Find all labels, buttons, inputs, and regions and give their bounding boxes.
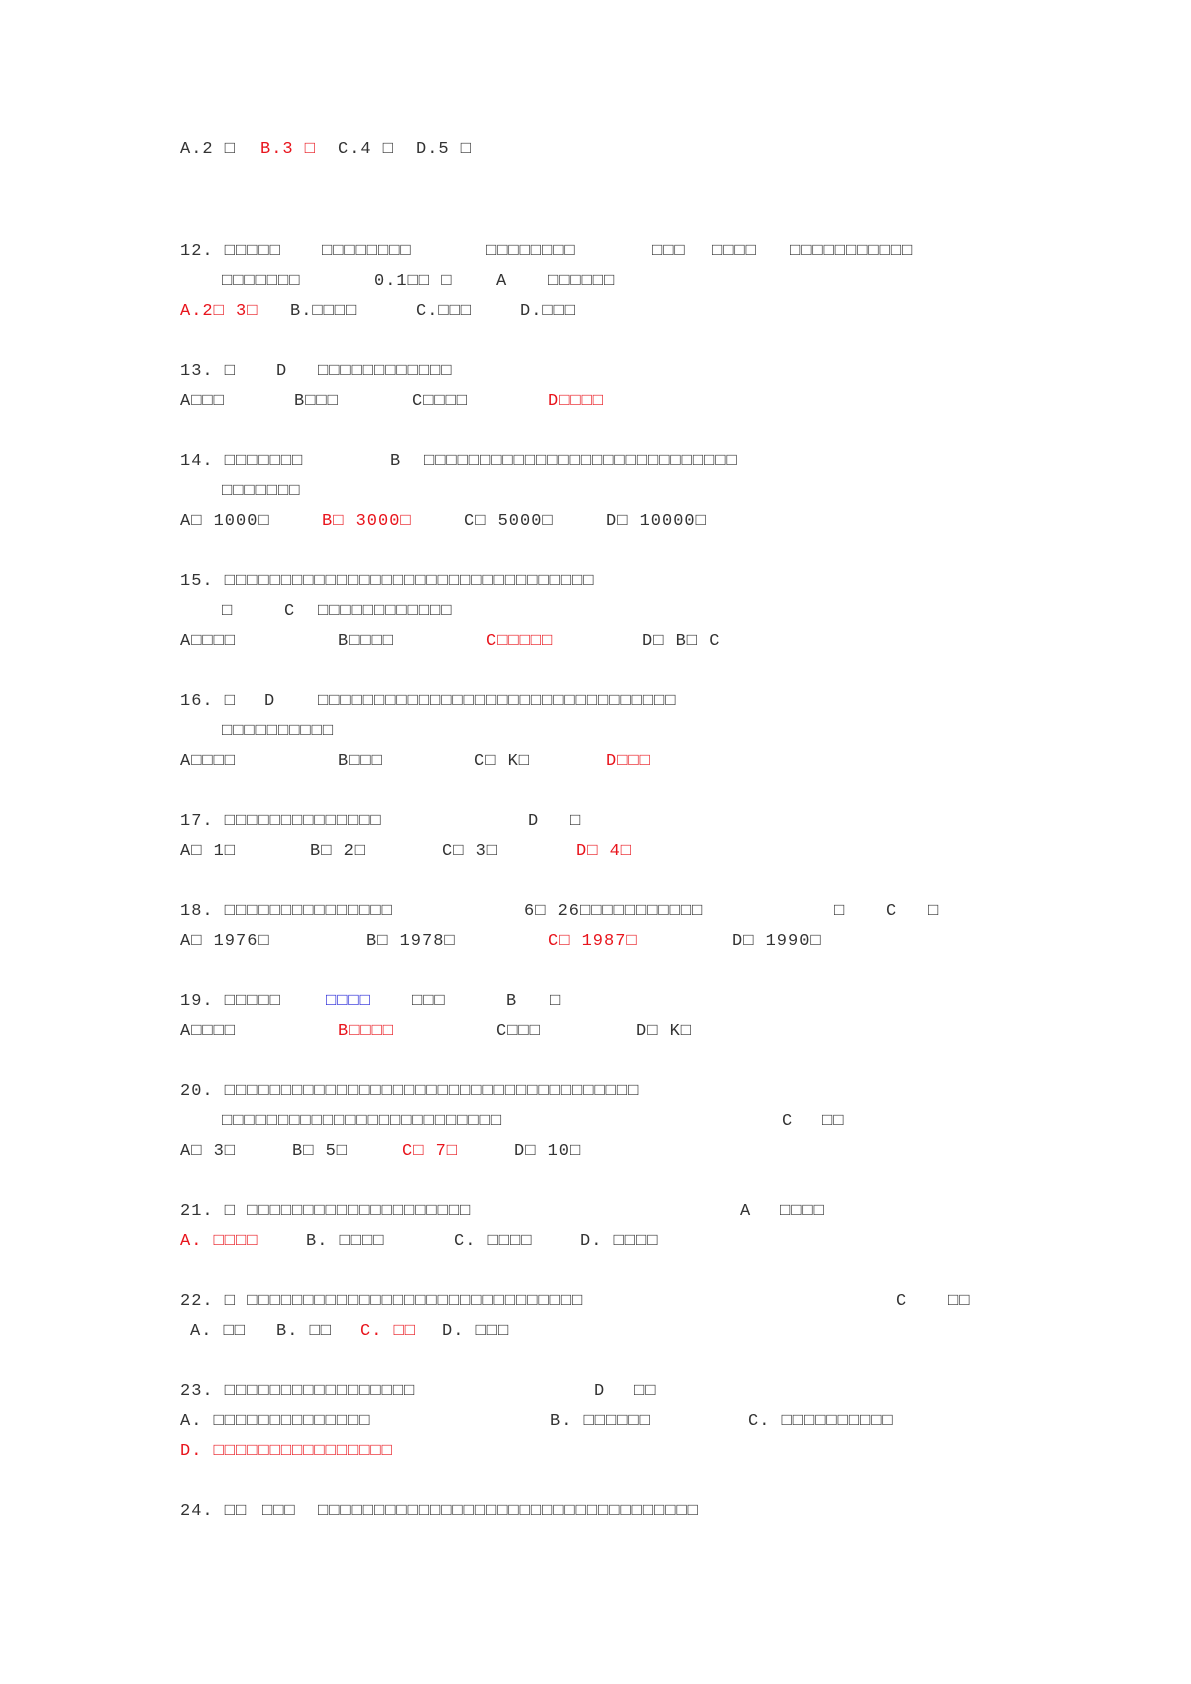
question-text: 13. □ [180, 362, 237, 381]
question-text: A□ 1000□ [180, 512, 270, 531]
question-text: 17. □□□□□□□□□□□□□□ [180, 812, 382, 831]
question-text: □□□□ [780, 1202, 825, 1221]
question-text: D□ K□ [636, 1022, 693, 1041]
question-text: □ [570, 812, 582, 831]
question-text: D□ 1990□ [732, 932, 822, 951]
question-text: D□ 10□ [514, 1142, 582, 1161]
question-text: □□□□□□□ [222, 482, 301, 501]
question-text: 0.1□□ □ [374, 272, 453, 291]
question-text: A. □□ [190, 1322, 247, 1341]
question-text: B. □□□□ [306, 1232, 385, 1251]
question-text: □ [834, 902, 846, 921]
answer-text: C□□□□□ [486, 632, 554, 651]
question-text: □ [222, 602, 234, 621]
question-text: A.2 □ [180, 140, 237, 159]
question-text: □□□□□□□□□□□□□□□□□□□□□□□□□□□□□□□□□□ [318, 1502, 699, 1521]
answer-text: A.2□ 3□ [180, 302, 259, 321]
question-text: A□□□ [180, 392, 225, 411]
question-text: B□ 2□ [310, 842, 367, 861]
question-text: D□ B□ C [642, 632, 721, 651]
question-text: C□ 3□ [442, 842, 499, 861]
question-text: C□□□□ [412, 392, 469, 411]
question-text: A [740, 1202, 752, 1221]
answer-text: D. □□□□□□□□□□□□□□□□ [180, 1442, 393, 1461]
question-text: □ [928, 902, 940, 921]
question-text: A□ 1976□ [180, 932, 270, 951]
question-text: B□□□ [338, 752, 383, 771]
question-text: C [284, 602, 296, 621]
question-text: □□□□□□□□□□□ [790, 242, 914, 261]
question-text: 21. □ □□□□□□□□□□□□□□□□□□□□ [180, 1202, 472, 1221]
question-text: D□ 10000□ [606, 512, 707, 531]
answer-text: B□ 3000□ [322, 512, 412, 531]
question-text: 15. □□□□□□□□□□□□□□□□□□□□□□□□□□□□□□□□□ [180, 572, 595, 591]
question-text: 23. □□□□□□□□□□□□□□□□□ [180, 1382, 416, 1401]
question-text: □□□□□□□□□□□□□□□□□□□□□□□□□□□□□□□□ [318, 692, 677, 711]
question-text: A□□□□ [180, 632, 237, 651]
question-text: 18. □□□□□□□□□□□□□□□ [180, 902, 393, 921]
question-text: C. □□□□ [454, 1232, 533, 1251]
answer-text: B.3 □ [260, 140, 317, 159]
answer-text: B□□□□ [338, 1022, 395, 1041]
question-text: □□□□□□□□□□ [222, 722, 335, 741]
question-text: □□□□ [712, 242, 757, 261]
question-text: C. □□□□□□□□□□ [748, 1412, 894, 1431]
question-text: B□ 5□ [292, 1142, 349, 1161]
answer-text: C□ 1987□ [548, 932, 638, 951]
question-text: □□□□□□□□□□□□□□□□□□□□□□□□□□□□ [424, 452, 738, 471]
question-text: □□□□□□□□□□□□□□□□□□□□□□□□□ [222, 1112, 503, 1131]
answer-text: D□□□□ [548, 392, 605, 411]
question-text: D. □□□□ [580, 1232, 659, 1251]
question-text: □□ [948, 1292, 971, 1311]
question-text: A. □□□□□□□□□□□□□□ [180, 1412, 371, 1431]
question-text: □□□ [412, 992, 446, 1011]
question-text: D. □□□ [442, 1322, 510, 1341]
question-text: 20. □□□□□□□□□□□□□□□□□□□□□□□□□□□□□□□□□□□□□ [180, 1082, 640, 1101]
question-text: 16. □ [180, 692, 237, 711]
question-text: B. □□ [276, 1322, 333, 1341]
question-text: C□□□ [496, 1022, 541, 1041]
question-text: C.4 □ [338, 140, 395, 159]
question-text: 6□ 26□□□□□□□□□□□ [524, 902, 704, 921]
question-text: □□□□□□□ [222, 272, 301, 291]
question-text: C [782, 1112, 794, 1131]
question-text: B□□□ [294, 392, 339, 411]
question-text: B□ 1978□ [366, 932, 456, 951]
question-text: B.□□□□ [290, 302, 358, 321]
answer-text: A. □□□□ [180, 1232, 259, 1251]
question-text: C.□□□ [416, 302, 473, 321]
question-text: □□ [822, 1112, 845, 1131]
question-text: 14. □□□□□□□ [180, 452, 304, 471]
question-text: 19. □□□□□ [180, 992, 281, 1011]
question-text: □□□□ [326, 992, 371, 1011]
question-text: A [496, 272, 508, 291]
question-text: □□□ [262, 1502, 296, 1521]
question-text: B [506, 992, 518, 1011]
question-text: □ [550, 992, 562, 1011]
question-text: B□□□□ [338, 632, 395, 651]
question-text: A□ 3□ [180, 1142, 237, 1161]
question-text: 22. □ □□□□□□□□□□□□□□□□□□□□□□□□□□□□□□ [180, 1292, 584, 1311]
question-text: □□□□□□□□□□□□ [318, 602, 453, 621]
question-text: D.5 □ [416, 140, 473, 159]
answer-text: D□ 4□ [576, 842, 633, 861]
question-text: A□□□□ [180, 752, 237, 771]
question-text: A□□□□ [180, 1022, 237, 1041]
question-text: B. □□□□□□ [550, 1412, 651, 1431]
answer-text: C. □□ [360, 1322, 417, 1341]
question-text: D [594, 1382, 606, 1401]
answer-text: D□□□ [606, 752, 651, 771]
question-text: 24. □□ [180, 1502, 248, 1521]
question-text: D [276, 362, 288, 381]
question-text: 12. □□□□□ [180, 242, 281, 261]
question-text: □□□□□□□□ [486, 242, 576, 261]
question-text: C□ K□ [474, 752, 531, 771]
question-text: D [528, 812, 540, 831]
question-text: C□ 5000□ [464, 512, 554, 531]
question-text: □□□□□□□□□□□□ [318, 362, 453, 381]
question-text: C [886, 902, 898, 921]
question-text: D.□□□ [520, 302, 577, 321]
question-text: C [896, 1292, 908, 1311]
question-text: □□□□□□ [548, 272, 616, 291]
question-text: B [390, 452, 402, 471]
question-text: □□ [634, 1382, 657, 1401]
question-text: D [264, 692, 276, 711]
question-text: □□□□□□□□ [322, 242, 412, 261]
answer-text: C□ 7□ [402, 1142, 459, 1161]
question-text: A□ 1□ [180, 842, 237, 861]
question-text: □□□ [652, 242, 686, 261]
